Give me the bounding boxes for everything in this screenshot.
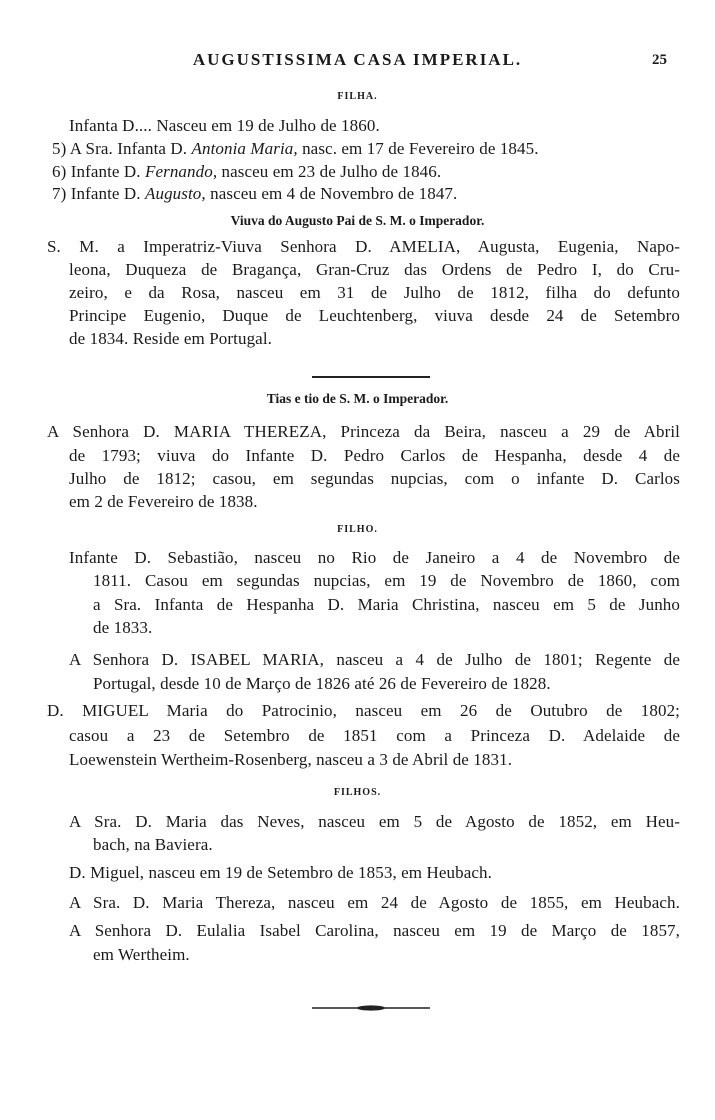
text-line: de 1833.	[93, 618, 153, 637]
section-heading-tias: Tias e tio de S. M. o Imperador.	[266, 391, 449, 406]
end-ornament	[312, 1005, 430, 1011]
text-run: 5) A Sra. Infanta D.	[52, 139, 192, 158]
section-heading-filho: FILHO.	[337, 524, 378, 535]
name-italic: Antonia Maria,	[191, 139, 298, 158]
text-line: Julho de 1812; casou, em segundas nupcias, com o infante D. Carlos	[69, 469, 680, 488]
section-heading-filhos: FILHOS.	[333, 787, 382, 798]
text-line: S. M. a Imperatriz-Viuva Senhora D. AMELIA, Augusta, Eugenia, Napo-	[47, 237, 680, 256]
text-line: Principe Eugenio, Duque de Leuchtenberg, viuva desde 24 de Setembro	[69, 306, 680, 325]
text-line: A Senhora D. ISABEL MARIA, nasceu a 4 de Julho de 1801; Regente de	[69, 650, 680, 669]
text-line: Loewenstein Wertheim-Rosenberg, nasceu a 3 de Abril de 1831.	[69, 750, 513, 769]
text-run: nasc. em 17 de Fevereiro de 1845.	[297, 139, 539, 158]
text-line: casou a 23 de Setembro de 1851 com a Princeza D. Adelaide de	[69, 726, 680, 745]
text-line: em 2 de Fevereiro de 1838.	[69, 492, 258, 511]
text-line: A Senhora D. Eulalia Isabel Carolina, nasceu em 19 de Março de 1857,	[69, 921, 680, 940]
text-line: a Sra. Infanta de Hespanha D. Maria Christina, nasceu em 5 de Junho	[93, 595, 680, 614]
text-line: leona, Duqueza de Bragança, Gran-Cruz das Ordens de Pedro I, do Cru-	[69, 260, 680, 279]
text-line: em Wertheim.	[93, 945, 190, 964]
text-line: Infanta D.... Nasceu em 19 de Julho de 1860.	[69, 116, 380, 135]
text-line: 1811. Casou em segundas nupcias, em 19 de Novembro de 1860, com	[93, 571, 680, 590]
text-line: zeiro, e da Rosa, nasceu em 31 de Julho de 1812, filha do defunto	[69, 283, 680, 302]
text-line: D. MIGUEL Maria do Patrocinio, nasceu em 26 de Outubro de 1802;	[47, 701, 680, 720]
text-line	[52, 138, 539, 160]
text-line	[52, 183, 457, 205]
text-line: Infante D. Sebastião, nasceu no Rio de Janeiro a 4 de Novembro de	[69, 548, 680, 567]
text-line: A Sra. D. Maria Thereza, nasceu em 24 de Agosto de 1855, em Heubach.	[69, 893, 680, 912]
section-heading-viuva: Viuva do Augusto Pai de S. M. o Imperador.	[230, 213, 485, 228]
name-italic: Augusto,	[144, 184, 206, 203]
text-run: 7) Infante D.	[52, 184, 145, 203]
divider-rule	[312, 376, 430, 378]
section-heading-filha: FILHA.	[337, 91, 378, 102]
text-line	[52, 161, 441, 183]
text-line: de 1793; viuva do Infante D. Pedro Carlos de Hespanha, desde 4 de	[69, 446, 680, 465]
text-line: de 1834. Reside em Portugal.	[69, 329, 272, 348]
running-header: AUGUSTISSIMA CASA IMPERIAL.	[192, 50, 523, 69]
text-line: A Senhora D. MARIA THEREZA, Princeza da Beira, nasceu a 29 de Abril	[47, 422, 680, 441]
text-line: Portugal, desde 10 de Março de 1826 até 26 de Fevereiro de 1828.	[93, 674, 551, 693]
page-number: 25	[652, 52, 667, 68]
name-italic: Fernando,	[144, 162, 218, 181]
text-line: D. Miguel, nasceu em 19 de Setembro de 1853, em Heubach.	[69, 863, 492, 882]
text-run: nasceu em 23 de Julho de 1846.	[217, 162, 442, 181]
text-run: 6) Infante D.	[52, 162, 145, 181]
text-run: nasceu em 4 de Novembro de 1847.	[205, 184, 458, 203]
text-line: bach, na Baviera.	[93, 835, 213, 854]
text-line: A Sra. D. Maria das Neves, nasceu em 5 de Agosto de 1852, em Heu-	[69, 812, 680, 831]
